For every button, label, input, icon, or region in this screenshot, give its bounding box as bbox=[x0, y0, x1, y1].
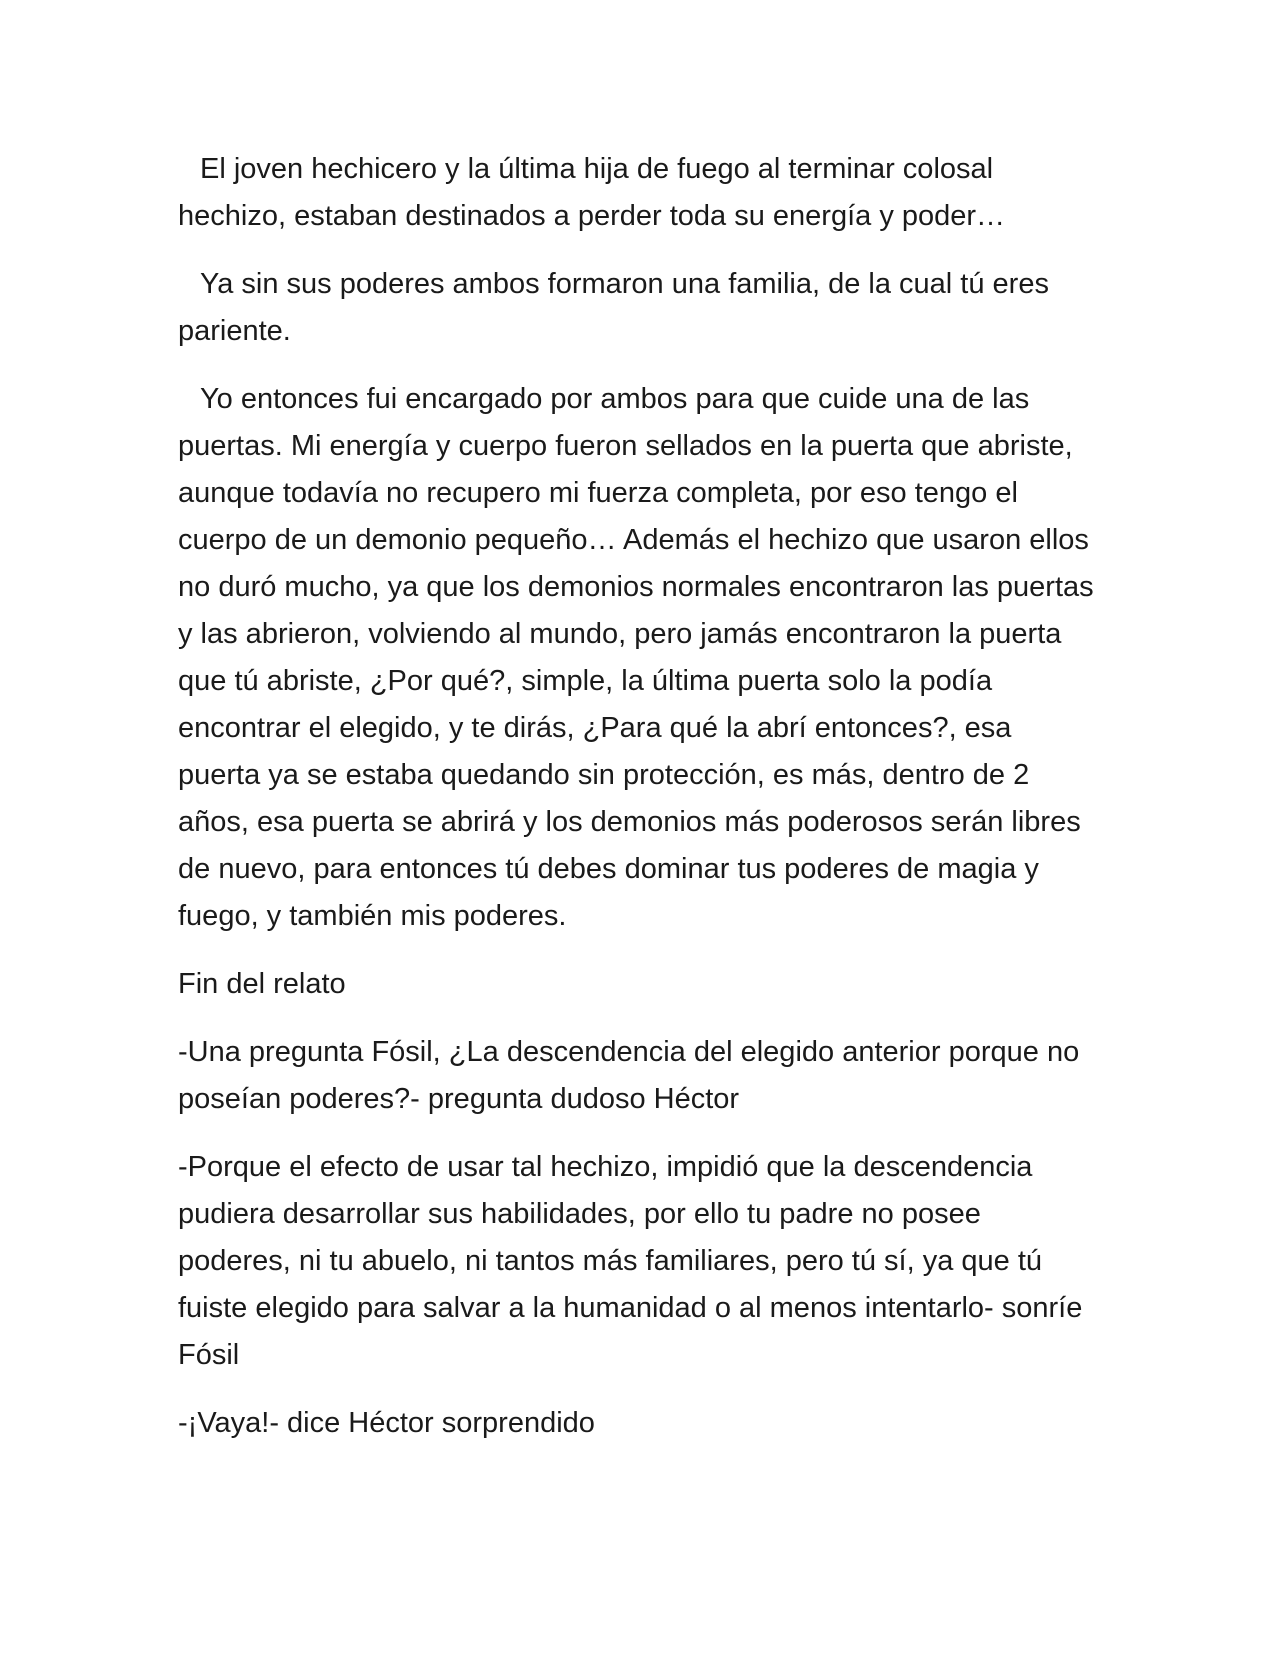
paragraph-6: -Porque el efecto de usar tal hechizo, impidió que la descendencia pudiera desarrollar sus habilidades, por ello tu padre no posee poderes, ni tu abuelo, ni tantos más familiares, pero tú sí, ya que tú fuiste elegido para salvar a la humanidad o al menos intentarlo- sonríe Fósil bbox=[178, 1151, 1083, 1371]
paragraph-5: -Una pregunta Fósil, ¿La descendencia del elegido anterior porque no poseían poderes?- pregunta dudoso Héctor bbox=[178, 1036, 1080, 1115]
paragraph-2: Ya sin sus poderes ambos formaron una familia, de la cual tú eres pariente. bbox=[178, 268, 1049, 347]
paragraph-1: El joven hechicero y la última hija de fuego al terminar colosal hechizo, estaban destinados a perder toda su energía y poder… bbox=[178, 153, 1006, 232]
paragraph-7: -¡Vaya!- dice Héctor sorprendido bbox=[178, 1407, 595, 1439]
paragraph-4: Fin del relato bbox=[178, 968, 346, 1000]
paragraph-3: Yo entonces fui encargado por ambos para que cuide una de las puertas. Mi energía y cuerpo fueron sellados en la puerta que abriste, aunque todavía no recupero mi fuerza completa, por eso tengo el cuerpo de un demonio pequeño… Además el hechizo que usaron ellos no duró mucho, ya que los demonios normales encontraron las puertas y las abrieron, volviendo al mundo, pero jamás encontraron la puerta que tú abriste, ¿Por qué?, simple, la última puerta solo la podía encontrar el elegido, y te dirás, ¿Para qué la abrí entonces?, esa puerta ya se estaba quedando sin protección, es más, dentro de 2 años, esa puerta se abrirá y los demonios más poderosos serán libres de nuevo, para entonces tú debes dominar tus poderes de magia y fuego, y también mis poderes. bbox=[178, 383, 1094, 932]
document-page bbox=[178, 146, 1098, 1468]
